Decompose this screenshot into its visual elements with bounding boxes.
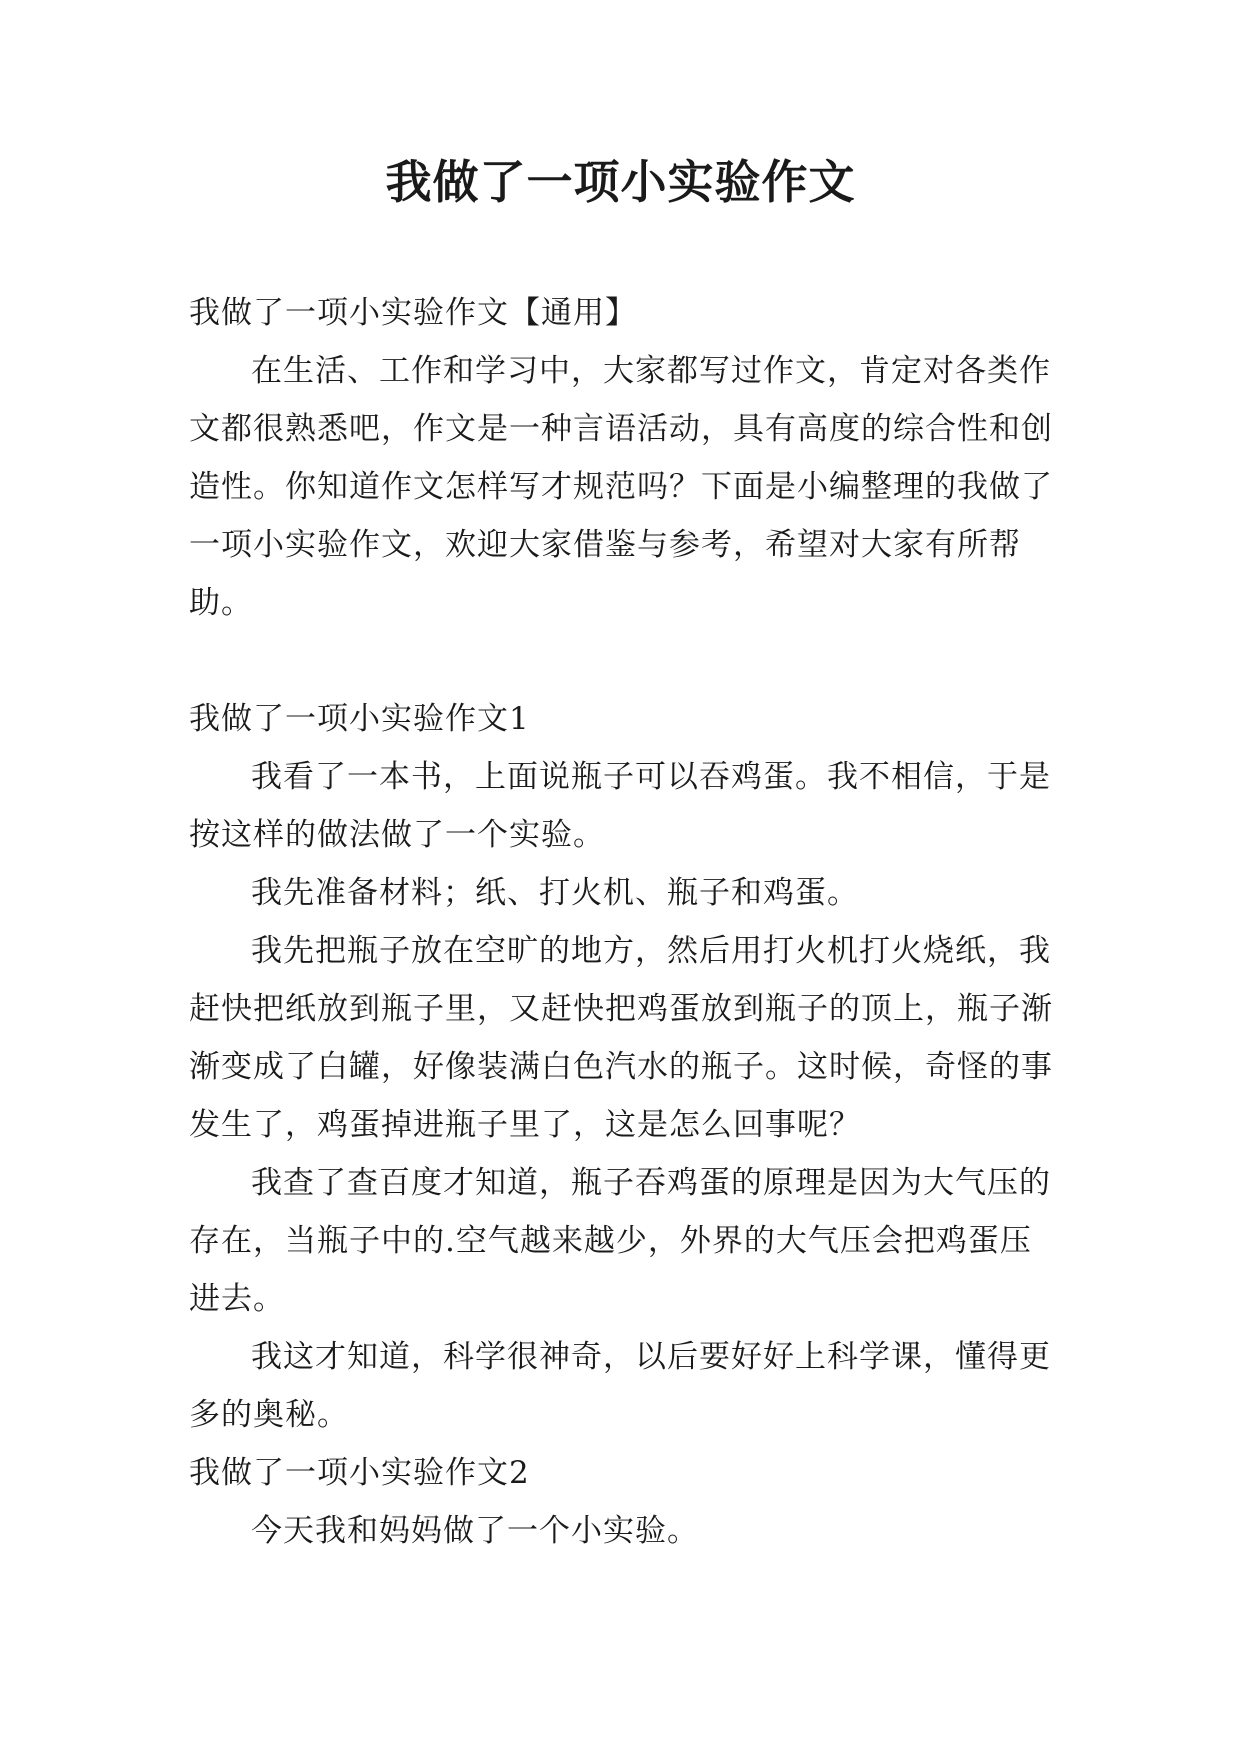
- section-heading-essay-2: 我做了一项小实验作文2: [189, 1455, 530, 1491]
- document-body: [189, 284, 1059, 1560]
- section-heading-essay-1: 我做了一项小实验作文1: [189, 701, 530, 737]
- essay-1-paragraph-1: 我看了一本书，上面说瓶子可以吞鸡蛋。我不相信，于是按这样的做法做了一个实验。: [189, 759, 1051, 853]
- essay-1-paragraph-4: 我查了查百度才知道，瓶子吞鸡蛋的原理是因为大气压的存在，当瓶子中的.空气越来越少，外界的大气压会把鸡蛋压进去。: [189, 1165, 1051, 1317]
- essay-1-paragraph-2: 我先准备材料；纸、打火机、瓶子和鸡蛋。: [251, 875, 859, 911]
- document-title: 我做了一项小实验作文: [385, 155, 856, 209]
- blank-line: [189, 632, 1059, 690]
- intro-paragraph: 在生活、工作和学习中，大家都写过作文，肯定对各类作文都很熟悉吧，作文是一种言语活动，具有高度的综合性和创造性。你知道作文怎样写才规范吗？下面是小编整理的我做了一项小实验作文，欢迎大家借鉴与参考，希望对大家有所帮助。: [189, 353, 1053, 621]
- essay-1-paragraph-3: 我先把瓶子放在空旷的地方，然后用打火机打火烧纸，我赶快把纸放到瓶子里，又赶快把鸡蛋放到瓶子的顶上，瓶子渐渐变成了白罐，好像装满白色汽水的瓶子。这时候，奇怪的事发生了，鸡蛋掉进瓶子里了，这是怎么回事呢？: [189, 933, 1053, 1143]
- essay-1-paragraph-5: 我这才知道，科学很神奇，以后要好好上科学课，懂得更多的奥秘。: [189, 1339, 1051, 1433]
- section-heading-intro: 我做了一项小实验作文【通用】: [189, 295, 637, 331]
- essay-2-paragraph-1: 今天我和妈妈做了一个小实验。: [251, 1513, 699, 1549]
